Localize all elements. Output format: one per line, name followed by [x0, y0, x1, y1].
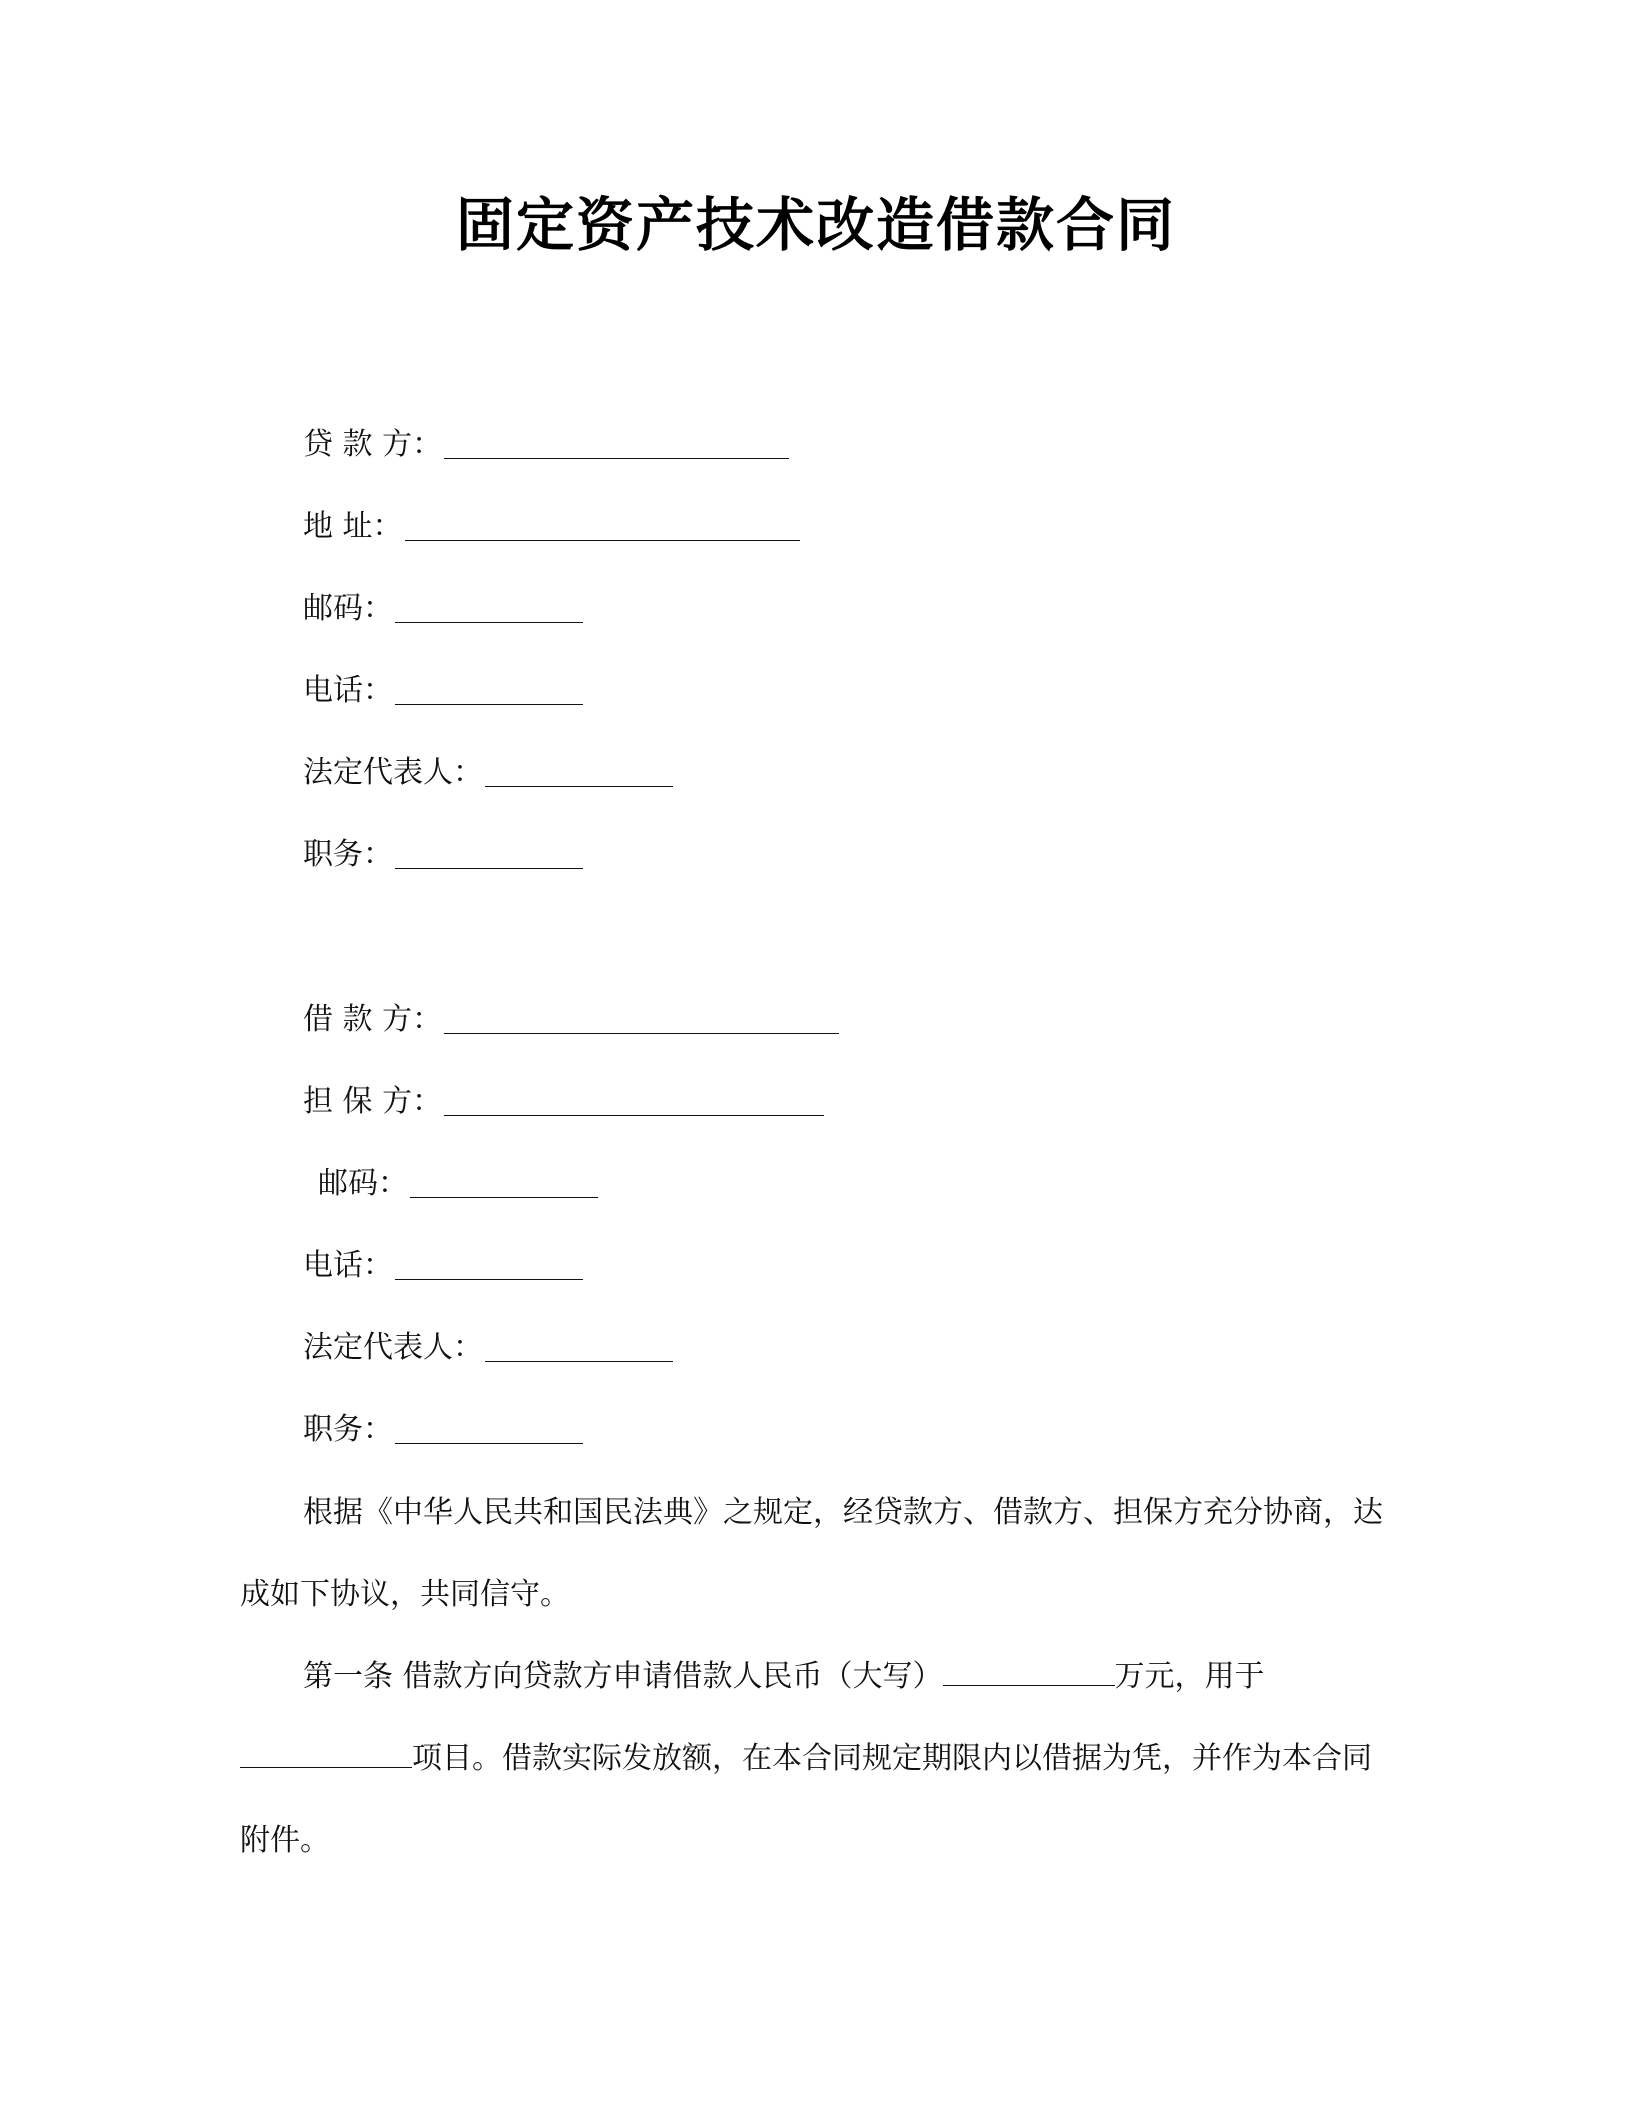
- lender-address-field: [303, 497, 800, 547]
- lender-postcode-label: 邮码：: [303, 591, 393, 626]
- lender-phone-field: [303, 661, 583, 711]
- article-1-paragraph: [240, 1636, 1390, 1882]
- lender-legal-rep-field: [303, 743, 673, 793]
- lender-name-label: 贷 款 方：: [303, 427, 443, 462]
- borrower-postcode-label: 邮码：: [318, 1166, 408, 1201]
- preamble-paragraph: [240, 1472, 1390, 1636]
- guarantor-name-field: [303, 1072, 824, 1122]
- lender-position-field: [303, 825, 583, 875]
- guarantor-name-blank[interactable]: [444, 1115, 824, 1116]
- lender-legal-rep-label: 法定代表人：: [303, 755, 483, 790]
- document-title: 固定资产技术改造借款合同: [455, 191, 1176, 259]
- lender-legal-rep-blank[interactable]: [485, 786, 673, 787]
- article-1-text-part2: 万元，用于: [1114, 1659, 1265, 1694]
- lender-position-blank[interactable]: [395, 868, 583, 869]
- lender-position-label: 职务：: [303, 837, 393, 872]
- lender-phone-blank[interactable]: [395, 704, 583, 705]
- borrower-postcode-field: [318, 1154, 598, 1204]
- lender-address-blank[interactable]: [405, 540, 800, 541]
- borrower-phone-blank[interactable]: [395, 1279, 583, 1280]
- borrower-legal-rep-field: [303, 1318, 673, 1368]
- borrower-postcode-blank[interactable]: [410, 1197, 598, 1198]
- borrower-position-label: 职务：: [303, 1412, 393, 1447]
- lender-postcode-field: [303, 579, 583, 629]
- article-1-text-part3: 项目。借款实际发放额，在本合同规定期限内以借据为凭，并作为本合同附件。: [240, 1741, 1372, 1858]
- borrower-position-field: [303, 1400, 583, 1450]
- borrower-name-field: [303, 990, 839, 1040]
- borrower-position-blank[interactable]: [395, 1443, 583, 1444]
- loan-amount-blank[interactable]: [943, 1655, 1115, 1686]
- borrower-name-label: 借 款 方：: [303, 1002, 443, 1037]
- lender-name-blank[interactable]: [444, 458, 789, 459]
- article-1-text-part1: 第一条 借款方向贷款方申请借款人民币（大写）: [303, 1659, 943, 1694]
- lender-postcode-blank[interactable]: [395, 622, 583, 623]
- lender-address-label: 地 址：: [303, 509, 403, 544]
- borrower-legal-rep-label: 法定代表人：: [303, 1330, 483, 1365]
- lender-name-field: [303, 415, 789, 465]
- guarantor-name-label: 担 保 方：: [303, 1084, 443, 1119]
- borrower-name-blank[interactable]: [444, 1033, 839, 1034]
- project-name-blank[interactable]: [240, 1737, 412, 1768]
- lender-phone-label: 电话：: [303, 673, 393, 708]
- borrower-legal-rep-blank[interactable]: [485, 1361, 673, 1362]
- borrower-phone-label: 电话：: [303, 1248, 393, 1283]
- borrower-phone-field: [303, 1236, 583, 1286]
- preamble-text: 根据《中华人民共和国民法典》之规定，经贷款方、借款方、担保方充分协商，达成如下协议，共同信守。: [240, 1495, 1383, 1612]
